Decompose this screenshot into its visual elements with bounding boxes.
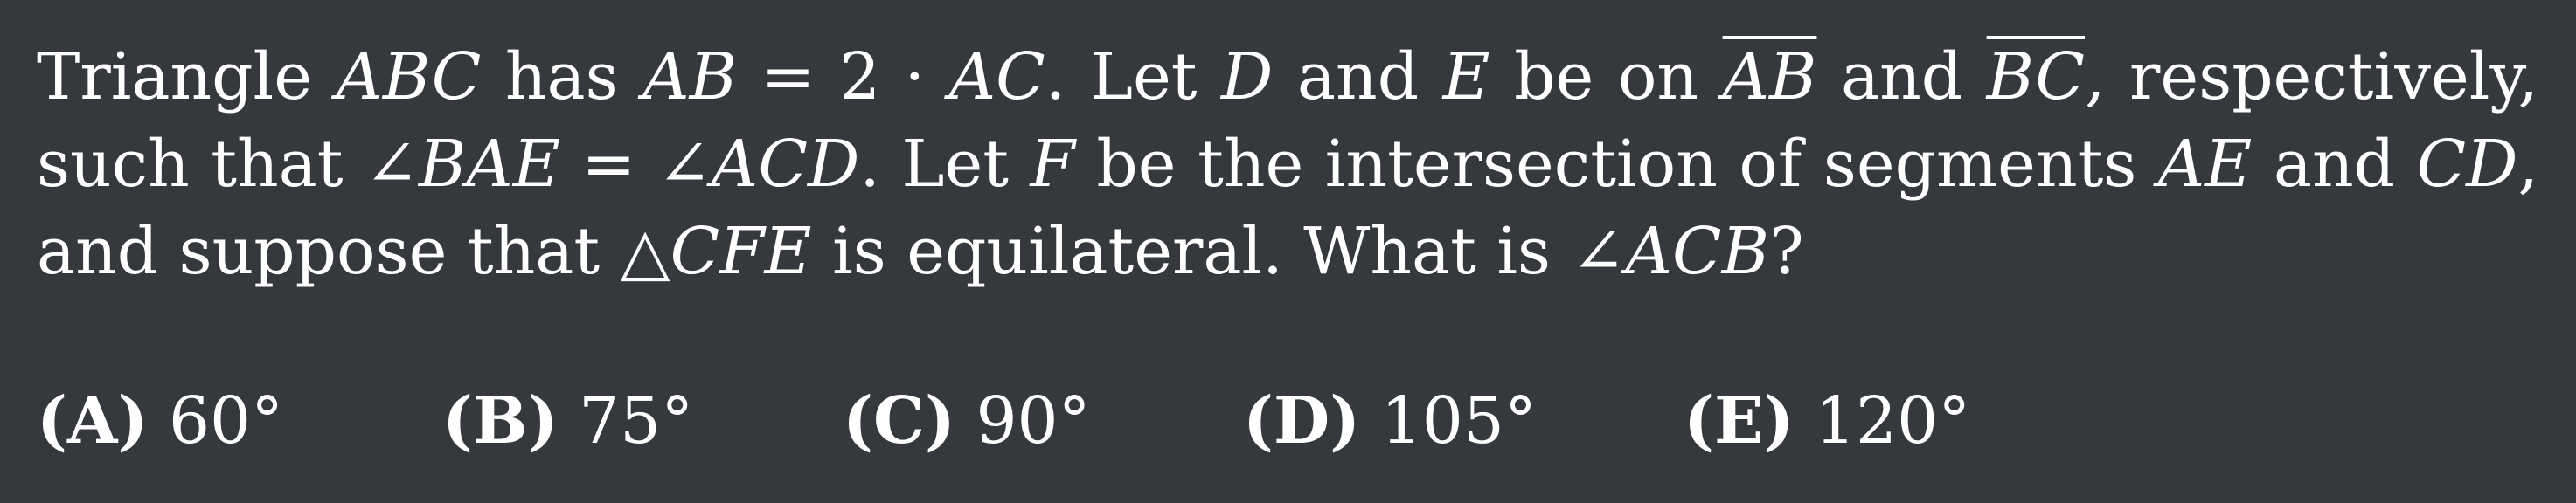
math-ae: AE bbox=[2157, 127, 2253, 202]
problem-text: and bbox=[2252, 127, 2417, 202]
math-ab: AB bbox=[642, 39, 738, 114]
choice-value: 60° bbox=[148, 383, 284, 458]
problem-text: Triangle bbox=[37, 39, 337, 114]
problem-text: ? bbox=[1768, 214, 1804, 289]
choice-value: 75° bbox=[558, 383, 694, 458]
choice-value: 120° bbox=[1794, 383, 1971, 458]
choice-value: 105° bbox=[1360, 383, 1537, 458]
choice-letter: (A) bbox=[37, 383, 149, 458]
math-ac: AC bbox=[948, 39, 1045, 114]
problem-text: . Let bbox=[859, 127, 1031, 202]
choice-b[interactable] bbox=[442, 377, 693, 465]
problem-text: = ∠ bbox=[559, 127, 712, 202]
math-e: E bbox=[1442, 39, 1490, 114]
choice-letter: (B) bbox=[442, 383, 559, 458]
math-triangle-cfe: CFE bbox=[670, 214, 812, 289]
choice-letter: (D) bbox=[1243, 383, 1361, 458]
problem-text: is equilateral. What is ∠ bbox=[811, 214, 1626, 289]
math-angle-acd: ACD bbox=[711, 127, 860, 202]
choice-d[interactable] bbox=[1243, 377, 1537, 465]
math-cd: CD bbox=[2416, 127, 2518, 202]
problem-text: and bbox=[1816, 39, 1987, 114]
choice-letter: (C) bbox=[843, 383, 955, 458]
math-f: F bbox=[1030, 127, 1075, 202]
problem-statement bbox=[37, 33, 2538, 295]
problem-text: = 2 · bbox=[737, 39, 949, 114]
math-angle-bae: BAE bbox=[419, 127, 560, 202]
problem-text: be the intersection of segments bbox=[1074, 127, 2158, 202]
choice-value: 90° bbox=[955, 383, 1091, 458]
math-segment-bc: $\overline{BC}$ bbox=[1986, 39, 2085, 114]
choice-e[interactable] bbox=[1684, 377, 1970, 465]
math-segment-ab: $\overline{AB}$ bbox=[1722, 39, 1817, 114]
problem-text: , and suppose that △ bbox=[37, 127, 2538, 289]
problem-text: has bbox=[481, 39, 643, 114]
math-d: D bbox=[1221, 39, 1274, 114]
problem-text: be on bbox=[1489, 39, 1723, 114]
math-triangle-abc: ABC bbox=[336, 39, 482, 114]
choice-a[interactable] bbox=[37, 377, 283, 465]
problem-text: , respectively, such that ∠ bbox=[37, 39, 2538, 202]
problem-text: and bbox=[1273, 39, 1443, 114]
math-angle-acb: ACB bbox=[1625, 214, 1769, 289]
problem-text: . Let bbox=[1045, 39, 1222, 114]
choice-c[interactable] bbox=[843, 377, 1091, 465]
choice-letter: (E) bbox=[1684, 383, 1795, 458]
